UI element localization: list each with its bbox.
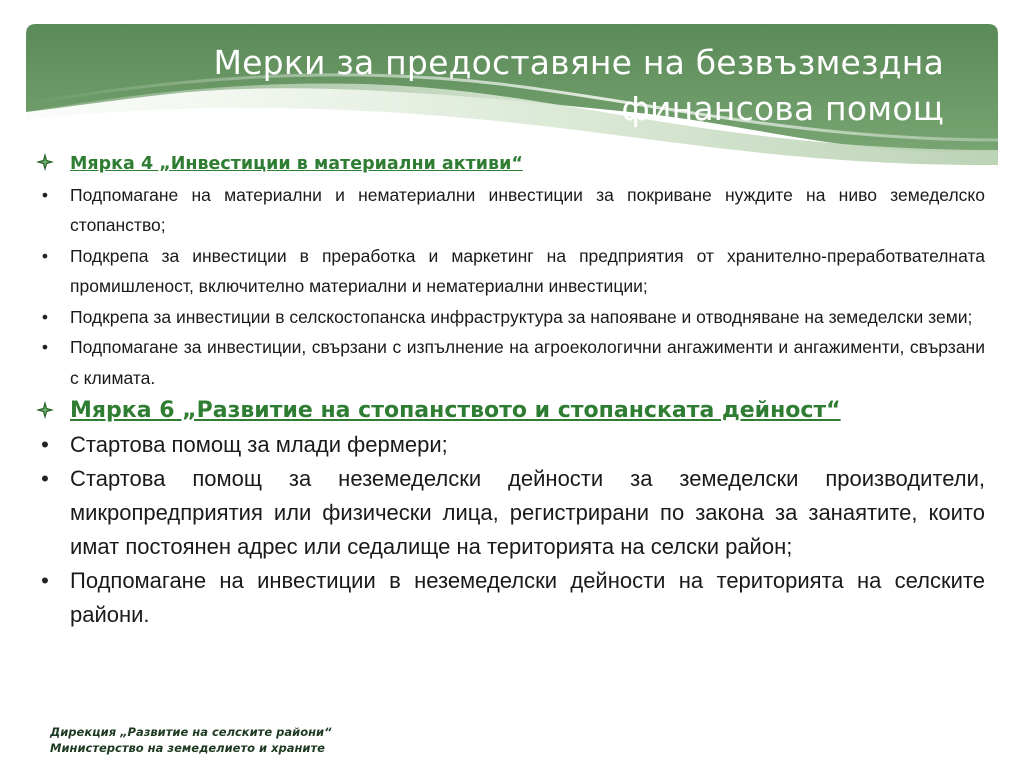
- list-item: [30, 462, 985, 564]
- page-title: [184, 40, 944, 132]
- footer-ministry: Министерство на земеделието и храните: [50, 741, 325, 755]
- measure4-heading-row: [30, 148, 985, 180]
- title-line-2: финансова помощ: [621, 89, 944, 128]
- list-item-text: Стартова помощ за млади фермери;: [70, 432, 448, 457]
- content: [30, 148, 985, 632]
- list-item: [30, 332, 985, 393]
- bullet-icon: •: [41, 337, 49, 357]
- list-item: [30, 428, 985, 462]
- list-item-text: Подкрепа за инвестиции в селскостопанска инфраструктура за напояване и отводняване на земеделски земи;: [70, 306, 973, 327]
- list-item-text: Подпомагане за инвестиции, свързани с изпълнение на агроекологични ангажименти и ангажименти, свързани с климата.: [70, 337, 985, 388]
- measure6-heading: Мярка 6 „Развитие на стопанството и стопанската дейност“: [70, 398, 841, 423]
- bullet-icon: •: [41, 306, 49, 327]
- footer-directorate: Дирекция „Развитие на селските райони“: [50, 725, 332, 739]
- title-line-1: Мерки за предоставяне на безвъзмездна: [213, 43, 944, 82]
- diamond-bullet-icon: [30, 393, 60, 420]
- bullet-icon: •: [41, 568, 49, 593]
- bullet-icon: •: [41, 432, 49, 457]
- bullet-icon: •: [41, 184, 49, 205]
- list-item-text: Подкрепа за инвестиции в преработка и маркетинг на предприятия от хранително-преработвателната промишленост, включително материални и нематериални инвестиции;: [70, 245, 985, 296]
- list-item: [30, 564, 985, 632]
- bullet-icon: •: [41, 466, 49, 491]
- footer: [50, 724, 332, 756]
- bullet-icon: •: [41, 245, 49, 266]
- list-item-text: Подпомагане на материални и нематериални инвестиции за покриване нуждите на ниво земеделско стопанство;: [70, 184, 985, 235]
- list-item: [30, 180, 985, 241]
- list-item-text: Стартова помощ за неземеделски дейности за земеделски производители, микропредприятия или физически лица, регистрирани по закона за занаятите, които имат постоянен адрес или седалище на територията на селски район;: [70, 466, 985, 559]
- measure4-heading: Мярка 4 „Инвестиции в материални активи“: [70, 154, 523, 174]
- list-item: [30, 241, 985, 302]
- diamond-bullet-icon: [30, 148, 60, 172]
- list-item-text: Подпомагане на инвестиции в неземеделски дейности на територията на селските райони.: [70, 568, 985, 627]
- measure6-heading-row: [30, 393, 985, 428]
- list-item: [30, 302, 985, 333]
